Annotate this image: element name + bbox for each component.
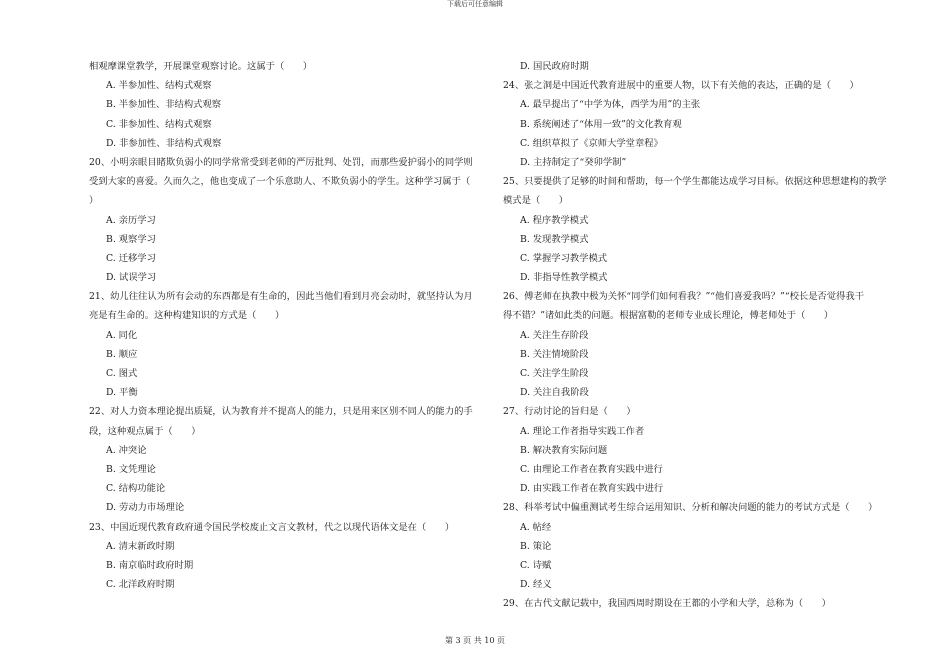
answer-option: B. 解决教育实际问题 <box>520 444 608 456</box>
question-text: 23、中国近现代教育政府通令国民学校废止文言文教材，代之以现代语体文是在（ ） <box>89 521 455 533</box>
answer-option: D. 平衡 <box>106 387 138 399</box>
answer-option: C. 北洋政府时期 <box>106 579 175 591</box>
answer-option: D. 由实践工作者在教育实践中进行 <box>520 483 664 495</box>
answer-option: A. 同化 <box>106 329 138 341</box>
answer-option: C. 关注学生阶段 <box>520 368 589 379</box>
answer-option: D. 非指导性教学模式 <box>520 272 608 284</box>
question-text: 受到大家的喜爱。久而久之，他也变成了一个乐意助人、不欺负弱小的学生。这种学习属于（ <box>89 176 471 188</box>
answer-option: D. 国民政府时期 <box>520 61 589 72</box>
answer-option: A. 帖经 <box>520 521 552 533</box>
question-text: 28、科举考试中偏重测试考生综合运用知识、分析和解决问题的能力的考试方式是（ ） <box>503 502 878 514</box>
answer-option: D. 劳动力市场理论 <box>106 502 185 514</box>
question-text: 21、幼儿往往认为所有会动的东西都是有生命的，因此当他们看到月亮会动时，就坚持认为月 <box>89 291 473 303</box>
answer-option: C. 图式 <box>106 368 138 379</box>
left-column <box>89 57 485 594</box>
answer-option: A. 程序教学模式 <box>520 214 589 226</box>
answer-option: D. 关注自我阶段 <box>520 387 589 399</box>
answer-option: C. 由理论工作者在教育实践中进行 <box>520 463 663 475</box>
question-text: 29、在古代文献记载中，我国西周时期设在王都的小学和大学，总称为（ ） <box>503 598 831 610</box>
question-text: 25、只要提供了足够的时间和帮助，每一个学生都能达成学习目标。依据这种思想建构的教学 <box>503 176 887 188</box>
question-text: ） <box>89 195 99 207</box>
answer-option: C. 掌握学习教学模式 <box>520 252 608 264</box>
answer-option: D. 非参加性、非结构式观察 <box>106 137 222 149</box>
answer-option: B. 观察学习 <box>106 233 156 245</box>
answer-option: A. 清末新政时期 <box>106 540 175 552</box>
question-text: 26、傅老师在执教中极为关怀“同学们如何看我？”“他们喜爱我吗？”“校长是否觉得我干 <box>503 291 864 303</box>
answer-option: C. 结构功能论 <box>106 483 166 495</box>
answer-option: A. 亲历学习 <box>106 214 156 226</box>
page-header: 下载后可任意编辑 <box>447 0 503 8</box>
answer-option: A. 半参加性、结构式观察 <box>106 80 212 92</box>
question-text: 27、行动讨论的旨归是（ ） <box>503 406 636 418</box>
answer-option: A. 理论工作者指导实践工作者 <box>520 425 645 437</box>
question-text: 亮是有生命的。这种构建知识的方式是（ ） <box>89 310 285 322</box>
answer-option: C. 非参加性、结构式观察 <box>106 118 212 130</box>
question-text: 20、小明亲眼目睹欺负弱小的同学常常受到老师的严厉批判、处罚，而那些爱护弱小的同学则 <box>89 156 473 168</box>
answer-option: B. 关注情境阶段 <box>520 348 589 360</box>
answer-option: B. 策论 <box>520 540 552 552</box>
question-text: 相观摩课堂教学，开展课堂观察讨论。这属于（ ） <box>89 61 313 72</box>
right-column <box>503 57 899 613</box>
answer-option: C. 诗赋 <box>520 559 552 571</box>
answer-option: B. 发现教学模式 <box>520 233 589 245</box>
answer-option: D. 主持制定了“癸卯学制” <box>520 156 627 168</box>
answer-option: D. 经义 <box>520 579 552 591</box>
question-text: 模式是（ ） <box>503 195 569 207</box>
answer-option: B. 顺应 <box>106 348 138 360</box>
answer-option: B. 文凭理论 <box>106 463 156 475</box>
answer-option: B. 半参加性、非结构式观察 <box>106 99 222 111</box>
question-text: 段，这种观点属于（ ） <box>89 425 201 437</box>
page-footer: 第 3 页 共 10 页 <box>445 636 505 645</box>
answer-option: C. 迁移学习 <box>106 252 156 264</box>
answer-option: B. 系统阐述了“体用一致”的文化教育观 <box>520 118 682 130</box>
answer-option: A. 关注生存阶段 <box>520 329 589 341</box>
answer-option: A. 冲突论 <box>106 444 147 456</box>
answer-option: D. 试误学习 <box>106 272 157 284</box>
question-text: 22、对人力资本理论提出质疑，认为教育并不提高人的能力，只是用来区别不同人的能力的手 <box>89 406 473 418</box>
question-text: 得不错？”诸如此类的问题。根据富勒的老师专业成长理论，傅老师处于（ ） <box>503 310 834 322</box>
question-text: 24、张之洞是中国近代教育进展中的重要人物，以下有关他的表达，正确的是（ ） <box>503 80 859 92</box>
answer-option: B. 南京临时政府时期 <box>106 559 194 571</box>
answer-option: C. 组织草拟了《京师大学堂章程》 <box>520 137 663 149</box>
answer-option: A. 最早提出了“中学为体，西学为用”的主张 <box>520 99 701 111</box>
